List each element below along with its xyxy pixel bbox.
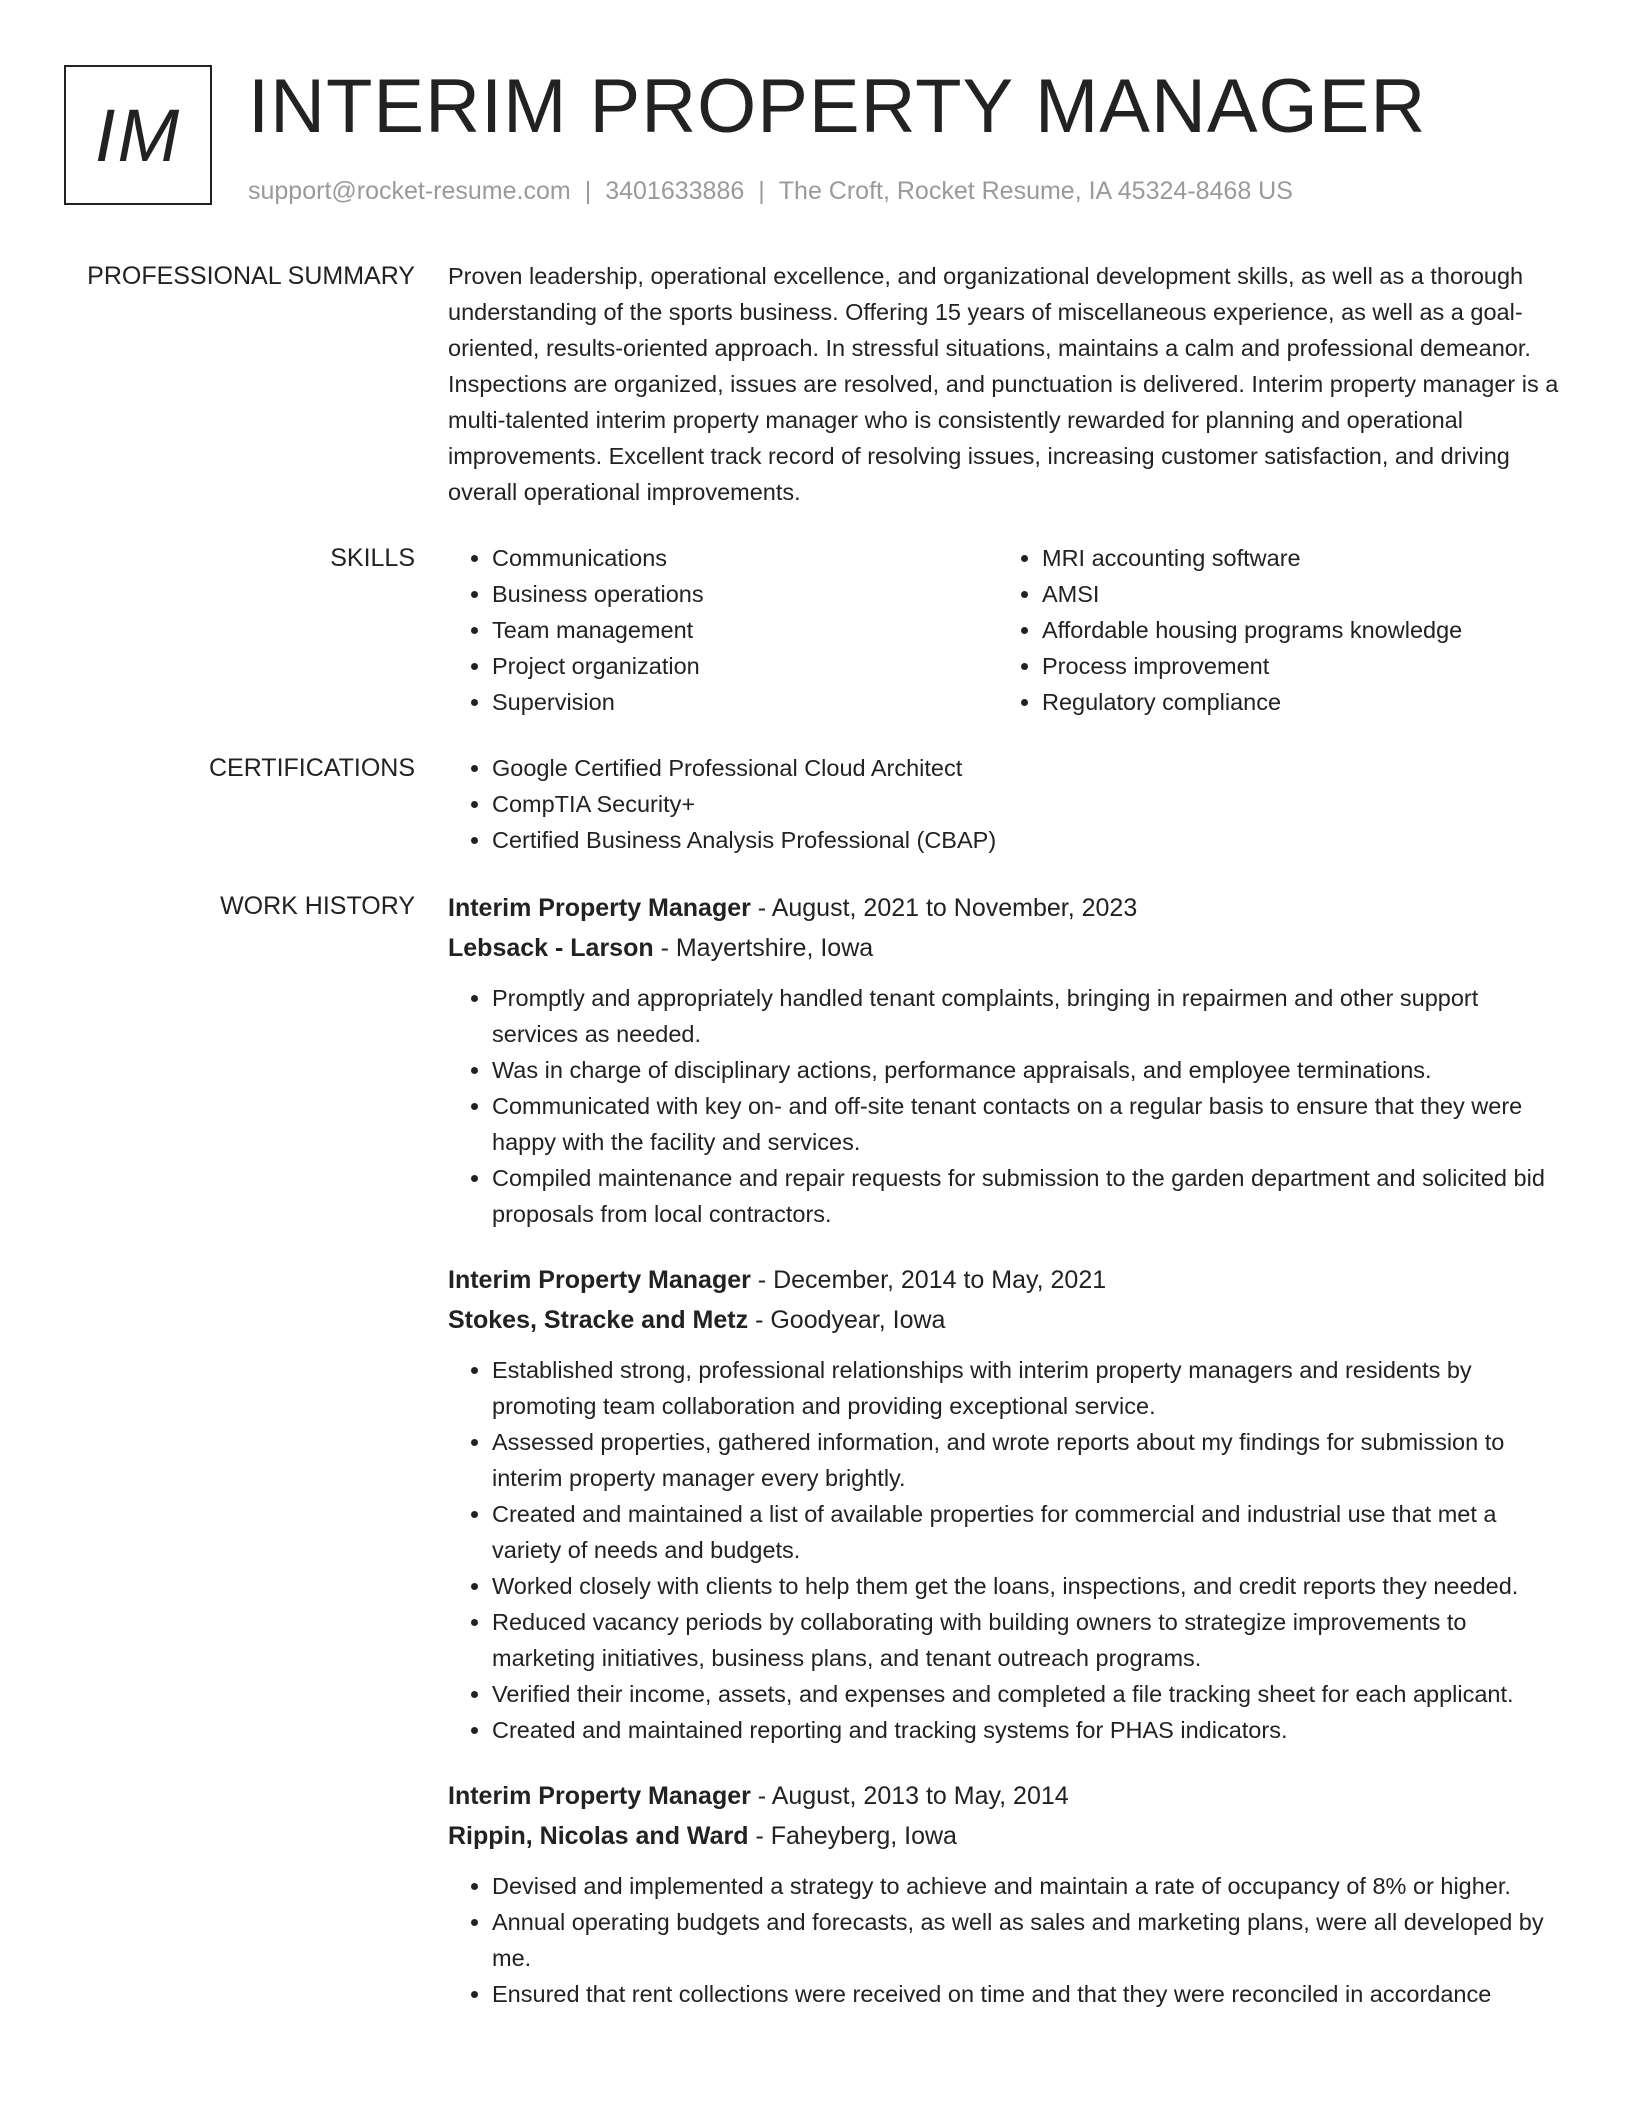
job-company: Lebsack - Larson <box>448 934 654 962</box>
section-title: WORK HISTORY <box>220 892 415 920</box>
section-skills <box>0 540 1632 720</box>
job-entry <box>448 1260 1566 1748</box>
job-dates: - August, 2021 to November, 2023 <box>750 894 1138 922</box>
job-bullet: • Ensured that rent collections were received on time and that they were reconciled in accordance <box>492 1976 1566 2012</box>
summary-text: Proven leadership, operational excellence, and organizational development skills, as well as a thorough understanding of the sports business. Offering 15 years of miscellaneous experience, as well as a goal-oriented, results-oriented approach. In stressful situations, maintains a calm and professional demeanor. Inspections are organized, issues are resolved, and punctuation is delivered. Interim property manager is a multi-talented interim property manager who is consistently rewarded for planning and operational improvements. Excellent track record of resolving issues, increasing customer satisfaction, and driving overall operational improvements. <box>448 263 1559 505</box>
skills-column-left <box>448 540 998 720</box>
job-dates: - August, 2013 to May, 2014 <box>750 1782 1069 1810</box>
skill-item: • Business operations <box>492 576 998 612</box>
job-bullet: • Verified their income, assets, and expenses and completed a file tracking sheet for each applicant. <box>492 1676 1566 1712</box>
section-title: SKILLS <box>330 544 415 572</box>
section-title: PROFESSIONAL SUMMARY <box>87 262 415 290</box>
job-bullet: • Established strong, professional relationships with interim property managers and residents by promoting team collaboration and providing exceptional service. <box>492 1352 1566 1424</box>
skills-column-right <box>998 540 1548 720</box>
skill-item: • Affordable housing programs knowledge <box>1042 612 1548 648</box>
section-title: CERTIFICATIONS <box>208 754 415 782</box>
certification-item: • Google Certified Professional Cloud Architect <box>492 750 1566 786</box>
skill-item: • Communications <box>492 540 998 576</box>
section-content <box>448 540 1566 720</box>
job-bullet: • Compiled maintenance and repair requests for submission to the garden department and solicited bid proposals from local contractors. <box>492 1160 1566 1232</box>
skill-item: • Process improvement <box>1042 648 1548 684</box>
skills-list <box>998 540 1548 720</box>
job-entry <box>448 888 1566 1232</box>
job-location: - Faheyberg, Iowa <box>748 1822 957 1850</box>
certification-item: • CompTIA Security+ <box>492 786 1566 822</box>
section-summary <box>0 258 1632 510</box>
job-bullets <box>448 1868 1566 2012</box>
job-entry <box>448 1776 1566 2012</box>
job-bullet: • Was in charge of disciplinary actions, performance appraisals, and employee terminations. <box>492 1052 1566 1088</box>
section-work-history <box>0 888 1632 2040</box>
section-content <box>448 258 1566 510</box>
skill-item: • Supervision <box>492 684 998 720</box>
job-role: Interim Property Manager <box>448 894 751 922</box>
job-bullet: • Created and maintained reporting and tracking systems for PHAS indicators. <box>492 1712 1566 1748</box>
skills-list <box>448 540 998 720</box>
skill-item: • Team management <box>492 612 998 648</box>
job-bullets <box>448 1352 1566 1748</box>
job-title-line <box>448 888 1566 928</box>
certifications-list <box>448 750 1566 858</box>
skills-grid <box>448 540 1566 720</box>
job-location: - Mayertshire, Iowa <box>653 934 874 962</box>
job-company: Stokes, Stracke and Metz <box>448 1306 749 1334</box>
contact-phone: 3401633886 <box>605 177 745 205</box>
resume-header <box>64 65 1564 215</box>
section-content <box>448 888 1566 2040</box>
job-company-line <box>448 1816 1566 1856</box>
skill-item: • Project organization <box>492 648 998 684</box>
job-bullet: • Assessed properties, gathered information, and wrote reports about my findings for submission to interim property manager every brightly. <box>492 1424 1566 1496</box>
job-bullet: • Annual operating budgets and forecasts, as well as sales and marketing plans, were all developed by me. <box>492 1904 1566 1976</box>
job-dates: - December, 2014 to May, 2021 <box>750 1266 1107 1294</box>
job-bullet: • Created and maintained a list of available properties for commercial and industrial use that met a variety of needs and budgets. <box>492 1496 1566 1568</box>
job-bullet: • Reduced vacancy periods by collaborating with building owners to strategize improvements to marketing initiatives, business plans, and tenant outreach programs. <box>492 1604 1566 1676</box>
job-company: Rippin, Nicolas and Ward <box>448 1822 749 1850</box>
candidate-name: INTERIM PROPERTY MANAGER <box>248 64 1427 149</box>
skill-item: • Regulatory compliance <box>1042 684 1548 720</box>
section-content <box>448 750 1566 858</box>
contact-separator: | <box>758 177 765 205</box>
job-bullet: • Worked closely with clients to help them get the loans, inspections, and credit reports they needed. <box>492 1568 1566 1604</box>
job-bullet: • Devised and implemented a strategy to achieve and maintain a rate of occupancy of 8% or higher. <box>492 1868 1566 1904</box>
job-title-line <box>448 1260 1566 1300</box>
job-bullet: • Promptly and appropriately handled tenant complaints, bringing in repairmen and other support services as needed. <box>492 980 1566 1052</box>
certification-item: • Certified Business Analysis Professional (CBAP) <box>492 822 1566 858</box>
job-bullet: • Communicated with key on- and off-site tenant contacts on a regular basis to ensure that they were happy with the facility and services. <box>492 1088 1566 1160</box>
contact-line <box>248 175 1293 208</box>
resume-body <box>0 258 1632 2070</box>
job-title-line <box>448 1776 1566 1816</box>
contact-email: support@rocket-resume.com <box>248 177 571 205</box>
job-role: Interim Property Manager <box>448 1266 751 1294</box>
job-company-line <box>448 1300 1566 1340</box>
skill-item: • AMSI <box>1042 576 1548 612</box>
monogram-logo: IM <box>64 65 212 205</box>
job-role: Interim Property Manager <box>448 1782 751 1810</box>
job-company-line <box>448 928 1566 968</box>
job-bullets <box>448 980 1566 1232</box>
skill-item: • MRI accounting software <box>1042 540 1548 576</box>
job-location: - Goodyear, Iowa <box>748 1306 946 1334</box>
contact-separator: | <box>584 177 592 205</box>
contact-address: The Croft, Rocket Resume, IA 45324-8468 US <box>778 177 1293 205</box>
section-certifications <box>0 750 1632 858</box>
